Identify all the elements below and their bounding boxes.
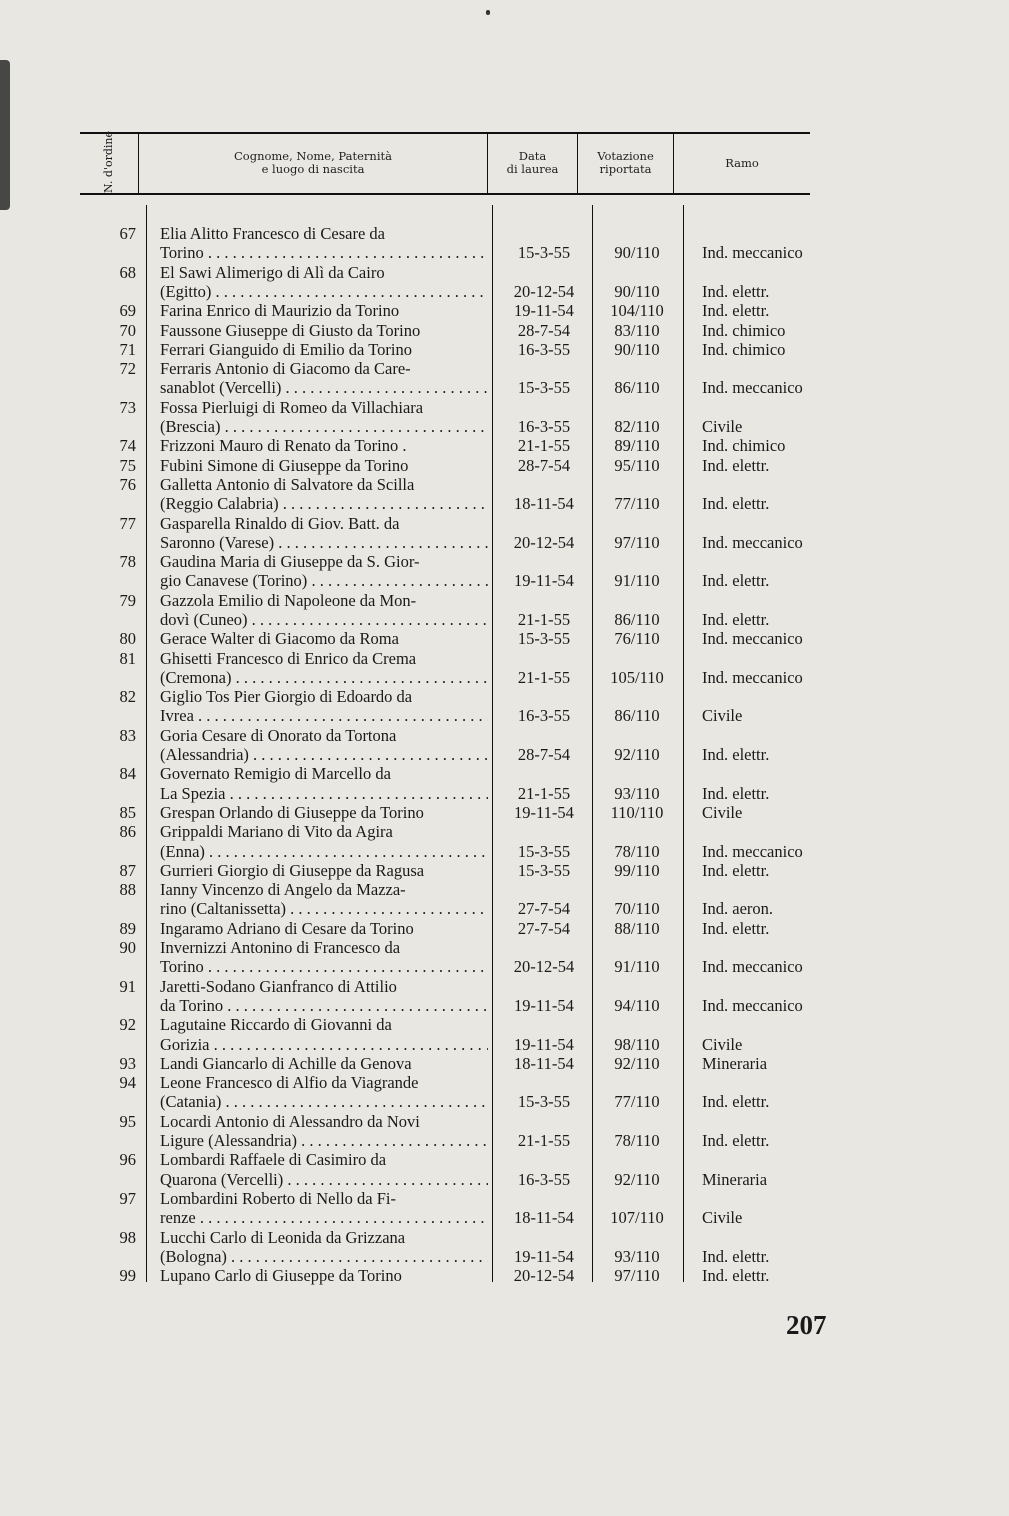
- row-name: [160, 340, 488, 359]
- row-date: 21-1-55: [517, 783, 571, 803]
- header-number: [80, 130, 138, 194]
- row-name-line: El Sawi Alimerigo di Alì da Cairo: [160, 262, 385, 282]
- row-branch: Ind. chimico: [702, 436, 786, 456]
- row-vote: 93/110: [614, 1246, 660, 1266]
- row-date: 19-11-54: [514, 1246, 574, 1266]
- row-number: 83: [119, 725, 136, 745]
- row-name-line: dovì (Cuneo) . . .: [160, 610, 488, 629]
- row-date: 20-12-54: [513, 1266, 575, 1286]
- row-name: [160, 591, 488, 630]
- row-name-line: renze . . .: [160, 1208, 488, 1227]
- row-branch: Ind. elettr.: [702, 571, 770, 591]
- row-number: 82: [119, 687, 136, 707]
- row-vote: 77/110: [614, 1092, 660, 1112]
- row-vote: 107/110: [610, 1208, 664, 1228]
- header-name-line2: e luogo di nascita: [261, 162, 365, 176]
- row-name-line: gio Canavese (Torino) . . .: [160, 571, 488, 590]
- row-date: 18-11-54: [514, 494, 574, 514]
- row-branch: Ind. elettr.: [702, 1092, 770, 1112]
- row-vote: 86/110: [614, 609, 660, 629]
- row-name-line: Saronno (Varese) . . .: [160, 533, 488, 552]
- row-branch: Civile: [702, 1034, 743, 1054]
- row-name-line: Galletta Antonio di Salvatore da Scilla: [160, 474, 415, 494]
- row-branch: Mineraria: [702, 1169, 768, 1189]
- row-name: [160, 398, 488, 437]
- row-number: 97: [119, 1189, 136, 1208]
- row-name-line: Gasparella Rinaldo di Giov. Batt. da: [160, 513, 400, 533]
- row-number: 84: [119, 764, 136, 784]
- row-name: [160, 475, 488, 514]
- row-name-line: (Egitto) . . .: [160, 282, 488, 301]
- row-branch: Ind. elettr.: [702, 783, 770, 803]
- row-name-line: Giglio Tos Pier Giorgio di Edoardo da: [160, 687, 413, 707]
- row-date: 18-11-54: [514, 1053, 574, 1073]
- row-name: [160, 629, 488, 648]
- row-number: 67: [119, 224, 136, 243]
- row-name: [160, 764, 488, 803]
- table-row: [0, 591, 1009, 630]
- row-name-line: Fubini Simone di Giuseppe da Torino: [160, 455, 409, 475]
- row-vote: 99/110: [614, 860, 660, 880]
- header-vote-line2: riportata: [599, 162, 652, 176]
- row-number: 88: [119, 880, 136, 900]
- row-date: 15-3-55: [517, 841, 571, 861]
- header-name: [140, 150, 486, 176]
- header-number-label: N. d'ordine: [102, 130, 116, 194]
- header-date-line2: di laurea: [506, 162, 559, 176]
- row-branch: Ind. elettr.: [702, 745, 770, 765]
- header-branch-label: Ramo: [725, 156, 759, 170]
- row-branch: Ind. elettr.: [702, 281, 770, 301]
- row-branch: Ind. meccanico: [702, 532, 803, 552]
- row-branch: Civile: [702, 1208, 743, 1228]
- row-name: [160, 359, 488, 398]
- row-date: 16-3-55: [517, 1169, 571, 1189]
- row-name-line: Ferraris Antonio di Giacomo da Care-: [160, 359, 411, 379]
- row-date: 15-3-55: [517, 860, 571, 880]
- row-date: 15-3-55: [517, 243, 571, 263]
- row-name-line: Farina Enrico di Maurizio da Torino: [160, 301, 400, 321]
- row-name-line: (Enna) . . .: [160, 842, 488, 861]
- row-name: [160, 822, 488, 861]
- row-name: [160, 456, 488, 475]
- table-row: [0, 1015, 1009, 1054]
- table-row: [0, 764, 1009, 803]
- row-branch: Civile: [702, 803, 743, 822]
- row-name: [160, 1054, 488, 1073]
- row-branch: Ind. elettr.: [702, 918, 770, 938]
- row-name-line: da Torino . . .: [160, 996, 488, 1015]
- row-name-line: sanablot (Vercelli) . . .: [160, 378, 488, 397]
- row-branch: Ind. chimico: [702, 339, 786, 359]
- row-name-line: Invernizzi Antonino di Francesco da: [160, 938, 401, 958]
- row-vote: 110/110: [610, 803, 664, 822]
- row-date: 20-12-54: [513, 957, 575, 977]
- table-row: [0, 224, 1009, 263]
- row-date: 27-7-54: [517, 899, 571, 919]
- row-branch: Ind. meccanico: [702, 667, 803, 687]
- row-number: 70: [119, 320, 136, 340]
- header-name-line1: Cognome, Nome, Paternità: [233, 149, 392, 163]
- row-number: 71: [119, 339, 136, 359]
- row-vote: 91/110: [614, 571, 660, 591]
- table-row: [0, 629, 1009, 648]
- row-branch: Ind. elettr.: [702, 494, 770, 514]
- table-row: [0, 301, 1009, 320]
- row-name: [160, 1189, 488, 1228]
- row-branch: Civile: [702, 416, 743, 436]
- row-name-line: Lombardini Roberto di Nello da Fi-: [160, 1189, 397, 1208]
- scan-edge-shadow: [0, 60, 10, 210]
- row-date: 15-3-55: [517, 629, 571, 649]
- table-row: [0, 803, 1009, 822]
- row-branch: Ind. elettr.: [702, 609, 770, 629]
- row-vote: 97/110: [614, 1266, 660, 1286]
- table-row: [0, 552, 1009, 591]
- row-number: 81: [119, 648, 136, 668]
- row-name-line: Landi Giancarlo di Achille da Genova: [160, 1053, 412, 1073]
- row-name-line: Ghisetti Francesco di Enrico da Crema: [160, 648, 417, 668]
- row-branch: Ind. elettr.: [702, 1246, 770, 1266]
- row-name: [160, 938, 488, 977]
- row-number: 80: [119, 629, 136, 649]
- row-date: 16-3-55: [517, 706, 571, 726]
- row-vote: 89/110: [614, 436, 660, 456]
- table-row: [0, 456, 1009, 475]
- row-number: 91: [119, 976, 136, 996]
- row-vote: 92/110: [614, 745, 660, 765]
- row-name: [160, 1266, 488, 1285]
- table-row: [0, 321, 1009, 340]
- row-number: 95: [119, 1111, 136, 1131]
- table-row: [0, 436, 1009, 455]
- row-branch: Ind. elettr.: [702, 1266, 770, 1286]
- row-name: [160, 880, 488, 919]
- row-vote: 77/110: [614, 494, 660, 514]
- row-name: [160, 649, 488, 688]
- row-vote: 97/110: [614, 532, 660, 552]
- row-name: [160, 803, 488, 822]
- row-name-line: rino (Caltanissetta) . . .: [160, 899, 488, 918]
- row-vote: 92/110: [614, 1053, 660, 1073]
- row-name-line: Lupano Carlo di Giuseppe da Torino: [160, 1266, 402, 1286]
- row-vote: 70/110: [614, 899, 660, 919]
- row-vote: 82/110: [614, 416, 660, 436]
- row-date: 20-12-54: [513, 532, 575, 552]
- row-name-line: Faussone Giuseppe di Giusto da Torino: [160, 320, 421, 340]
- row-name: [160, 1112, 488, 1151]
- scan-speck: [486, 10, 490, 15]
- row-date: 19-11-54: [514, 995, 574, 1015]
- table-row: [0, 1073, 1009, 1112]
- row-number: 74: [119, 436, 136, 456]
- row-name: [160, 301, 488, 320]
- table-row: [0, 687, 1009, 726]
- row-vote: 90/110: [614, 243, 660, 263]
- row-name-line: Ingaramo Adriano di Cesare da Torino: [160, 918, 414, 938]
- row-name-line: Goria Cesare di Onorato da Tortona: [160, 725, 397, 745]
- row-date: 21-1-55: [517, 667, 571, 687]
- table-row: [0, 1228, 1009, 1267]
- row-name-line: Torino . . .: [160, 243, 488, 262]
- table-row: [0, 340, 1009, 359]
- col-divider-1-header: [138, 134, 139, 194]
- row-name-line: Jaretti-Sodano Gianfranco di Attilio: [160, 976, 397, 996]
- row-number: 69: [119, 301, 136, 321]
- table-row: [0, 1054, 1009, 1073]
- row-name-line: Ivrea . . .: [160, 706, 488, 725]
- row-date: 16-3-55: [517, 339, 571, 359]
- row-name-line: Gaudina Maria di Giuseppe da S. Gior-: [160, 552, 420, 572]
- row-name-line: Torino . . .: [160, 957, 488, 976]
- row-number: 85: [119, 803, 136, 822]
- row-name-line: Gazzola Emilio di Napoleone da Mon-: [160, 590, 417, 610]
- row-name: [160, 263, 488, 302]
- row-vote: 76/110: [614, 629, 660, 649]
- table-row: [0, 398, 1009, 437]
- header-vote: [578, 150, 673, 176]
- row-name: [160, 726, 488, 765]
- row-branch: Ind. meccanico: [702, 957, 803, 977]
- row-branch: Ind. meccanico: [702, 995, 803, 1015]
- row-date: 21-1-55: [517, 1131, 571, 1151]
- row-name-line: Leone Francesco di Alfio da Viagrande: [160, 1073, 419, 1093]
- row-vote: 94/110: [614, 995, 660, 1015]
- row-date: 19-11-54: [514, 571, 574, 591]
- header-branch: [674, 157, 810, 170]
- row-name-line: Elia Alitto Francesco di Cesare da: [160, 224, 385, 243]
- row-date: 28-7-54: [517, 455, 571, 475]
- row-date: 21-1-55: [517, 609, 571, 629]
- row-name-line: Frizzoni Mauro di Renato da Torino .: [160, 436, 407, 456]
- row-date: 21-1-55: [517, 436, 571, 456]
- row-date: 15-3-55: [517, 378, 571, 398]
- row-vote: 105/110: [610, 667, 664, 687]
- table-row: [0, 822, 1009, 861]
- row-name-line: Ligure (Alessandria) . . .: [160, 1131, 488, 1150]
- row-vote: 90/110: [614, 339, 660, 359]
- header-date-line1: Data: [518, 149, 547, 163]
- row-number: 99: [119, 1266, 136, 1286]
- row-name-line: Lagutaine Riccardo di Giovanni da: [160, 1015, 392, 1035]
- row-number: 77: [119, 513, 136, 533]
- row-vote: 78/110: [614, 841, 660, 861]
- row-name: [160, 1228, 488, 1267]
- row-vote: 93/110: [614, 783, 660, 803]
- row-branch: Ind. elettr.: [702, 1131, 770, 1151]
- row-name-line: Grespan Orlando di Giuseppe da Torino: [160, 803, 424, 822]
- table-row: [0, 1266, 1009, 1285]
- row-branch: Civile: [702, 706, 743, 726]
- row-name: [160, 977, 488, 1016]
- row-vote: 83/110: [614, 320, 660, 340]
- row-vote: 104/110: [610, 301, 664, 321]
- row-name-line: (Bologna) . . .: [160, 1247, 488, 1266]
- row-name: [160, 552, 488, 591]
- table-row: [0, 938, 1009, 977]
- row-number: 86: [119, 822, 136, 842]
- row-branch: Ind. aeron.: [702, 899, 774, 919]
- table-row: [0, 1189, 1009, 1228]
- table-row: [0, 919, 1009, 938]
- row-name-line: Ferrari Gianguido di Emilio da Torino: [160, 339, 412, 359]
- row-number: 98: [119, 1227, 136, 1247]
- row-number: 73: [119, 397, 136, 417]
- row-number: 89: [119, 918, 136, 938]
- row-vote: 98/110: [614, 1034, 660, 1054]
- page-number: 207: [786, 1310, 827, 1340]
- row-name: [160, 224, 488, 263]
- table-row: [0, 726, 1009, 765]
- row-name: [160, 1073, 488, 1112]
- row-date: 28-7-54: [517, 745, 571, 765]
- table-row: [0, 977, 1009, 1016]
- header-vote-line1: Votazione: [597, 149, 654, 163]
- row-name-line: Quarona (Vercelli) . . .: [160, 1170, 488, 1189]
- table-row: [0, 649, 1009, 688]
- row-name-line: Gurrieri Giorgio di Giuseppe da Ragusa: [160, 860, 425, 880]
- row-number: 92: [119, 1015, 136, 1035]
- row-name: [160, 1015, 488, 1054]
- row-number: 94: [119, 1073, 136, 1093]
- row-branch: Ind. meccanico: [702, 841, 803, 861]
- table-row: [0, 880, 1009, 919]
- row-date: 19-11-54: [514, 301, 574, 321]
- row-date: 15-3-55: [517, 1092, 571, 1112]
- row-name: [160, 861, 488, 880]
- row-date: 27-7-54: [517, 918, 571, 938]
- row-date: 19-11-54: [514, 1034, 574, 1054]
- row-branch: Ind. elettr.: [702, 301, 770, 321]
- row-branch: Mineraria: [702, 1053, 768, 1073]
- row-name-line: (Catania) . . .: [160, 1092, 488, 1111]
- row-number: 87: [119, 860, 136, 880]
- row-date: 16-3-55: [517, 416, 571, 436]
- row-name-line: Lucchi Carlo di Leonida da Grizzana: [160, 1227, 406, 1247]
- table-row: [0, 359, 1009, 398]
- row-name: [160, 321, 488, 340]
- row-vote: 86/110: [614, 706, 660, 726]
- row-branch: Ind. meccanico: [702, 378, 803, 398]
- row-name: [160, 514, 488, 553]
- row-date: 18-11-54: [514, 1208, 574, 1228]
- row-branch: Ind. meccanico: [702, 243, 803, 263]
- row-date: 19-11-54: [514, 803, 574, 822]
- table-row: [0, 1150, 1009, 1189]
- table-top-rule: [80, 132, 810, 134]
- row-vote: 95/110: [614, 455, 660, 475]
- row-vote: 92/110: [614, 1169, 660, 1189]
- row-name-line: Gerace Walter di Giacomo da Roma: [160, 629, 399, 649]
- table-row: [0, 514, 1009, 553]
- row-name: [160, 436, 488, 455]
- table-row: [0, 263, 1009, 302]
- table-header-bottom-rule: [80, 193, 810, 195]
- row-vote: 86/110: [614, 378, 660, 398]
- row-branch: Ind. elettr.: [702, 455, 770, 475]
- row-name-line: Fossa Pierluigi di Romeo da Villachiara: [160, 397, 424, 417]
- row-name-line: Gorizia . . .: [160, 1035, 488, 1054]
- row-name-line: (Reggio Calabria) . . .: [160, 494, 488, 513]
- row-number: 68: [119, 262, 136, 282]
- row-number: 79: [119, 590, 136, 610]
- table-row: [0, 861, 1009, 880]
- row-name: [160, 919, 488, 938]
- row-vote: 90/110: [614, 281, 660, 301]
- row-name-line: La Spezia . . .: [160, 784, 488, 803]
- row-name-line: (Alessandria) . . .: [160, 745, 488, 764]
- row-date: 20-12-54: [513, 281, 575, 301]
- row-branch: Ind. chimico: [702, 320, 786, 340]
- row-name-line: (Cremona) . . .: [160, 668, 488, 687]
- row-branch: Ind. meccanico: [702, 629, 803, 649]
- table-row: [0, 1112, 1009, 1151]
- row-name: [160, 1150, 488, 1189]
- row-number: 76: [119, 474, 136, 494]
- row-date: 28-7-54: [517, 320, 571, 340]
- header-date: [488, 150, 577, 176]
- row-name-line: (Brescia) . . .: [160, 417, 488, 436]
- row-number: 96: [119, 1150, 136, 1170]
- row-name: [160, 687, 488, 726]
- row-vote: 78/110: [614, 1131, 660, 1151]
- row-name-line: Governato Remigio di Marcello da: [160, 764, 391, 784]
- row-branch: Ind. elettr.: [702, 860, 770, 880]
- row-vote: 88/110: [614, 918, 660, 938]
- row-number: 75: [119, 455, 136, 475]
- row-vote: 91/110: [614, 957, 660, 977]
- row-name-line: Lombardi Raffaele di Casimiro da: [160, 1150, 387, 1170]
- row-name-line: Grippaldi Mariano di Vito da Agira: [160, 822, 393, 842]
- row-number: 93: [119, 1053, 136, 1073]
- table-row: [0, 475, 1009, 514]
- row-number: 78: [119, 552, 136, 572]
- row-number: 72: [119, 359, 136, 379]
- row-name-line: Ianny Vincenzo di Angelo da Mazza-: [160, 880, 406, 900]
- row-name-line: Locardi Antonio di Alessandro da Novi: [160, 1111, 420, 1131]
- row-number: 90: [119, 938, 136, 958]
